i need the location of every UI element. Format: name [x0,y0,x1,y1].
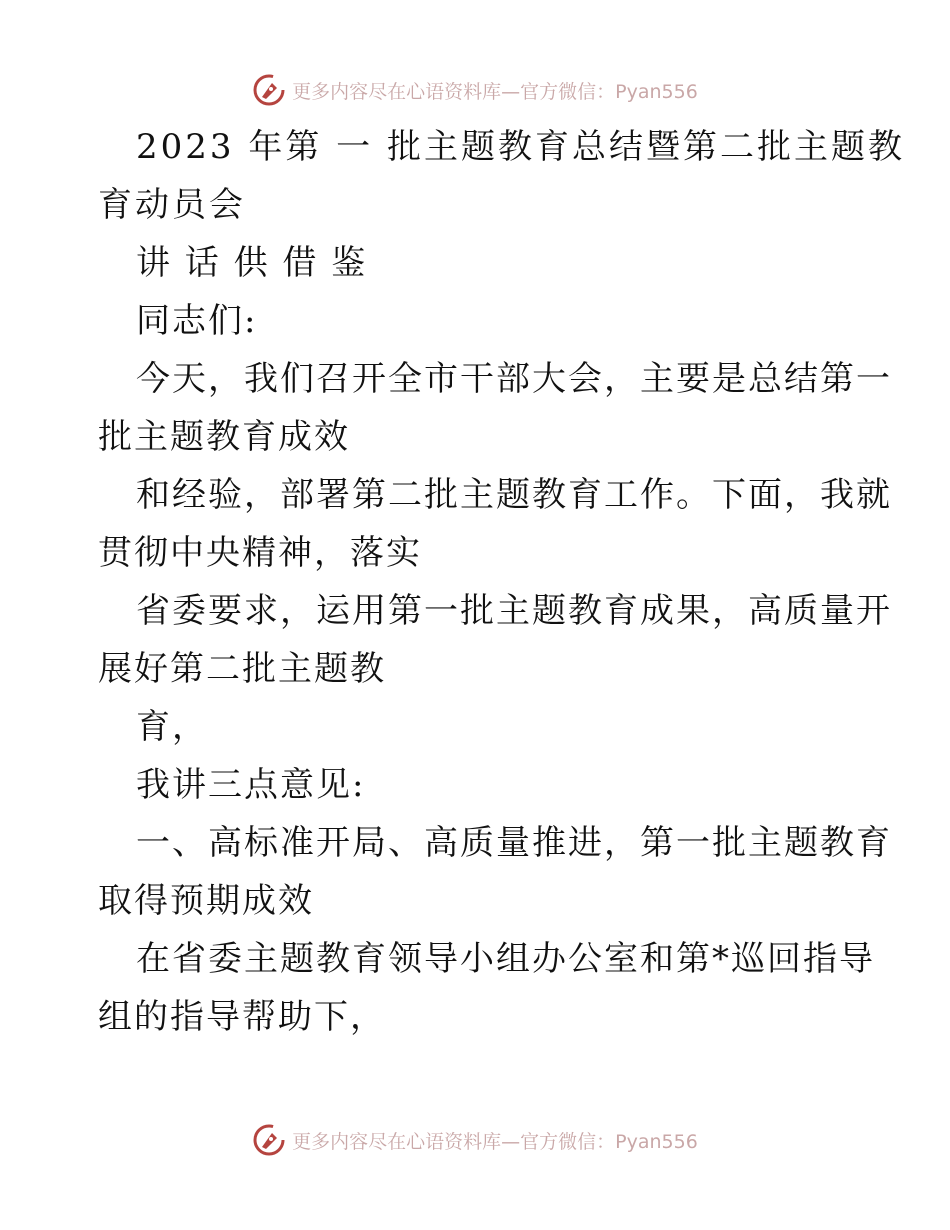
doc-line: 一、高标准开局、高质量推进，第一批主题教育 [136,823,892,863]
doc-line: 讲 话 供 借 鉴 [136,243,368,283]
doc-line: 和经验，部署第二批主题教育工作。下面，我就 [136,475,892,515]
banner-account: Pyan556 [615,1130,698,1153]
document-body [98,118,905,1046]
doc-line: 同志们: [136,301,258,341]
pen-nib-circle-icon [252,73,286,107]
doc-line: 我讲三点意见: [136,765,366,805]
doc-line: 育动员会 [98,185,246,225]
banner-account: Pyan556 [615,80,698,103]
doc-line: 育， [136,707,208,747]
doc-line: 组的指导帮助下， [98,997,386,1037]
header-watermark-banner [0,70,950,110]
doc-line: 2023 年第 一 批主题教育总结暨第二批主题教 [136,127,905,167]
doc-line: 今天，我们召开全市干部大会，主要是总结第一 [136,359,892,399]
footer-watermark-banner [0,1120,950,1160]
doc-line: 展好第二批主题教 [98,649,386,689]
doc-line: 省委要求，运用第一批主题教育成果，高质量开 [136,591,892,631]
banner-text: 更多内容尽在心语资料库—官方微信： [292,80,616,103]
doc-line: 贯彻中央精神，落实 [98,533,422,573]
doc-line: 批主题教育成效 [98,417,350,457]
doc-line: 在省委主题教育领导小组办公室和第*巡回指导 [136,939,875,979]
banner-text: 更多内容尽在心语资料库—官方微信： [292,1130,616,1153]
pen-nib-circle-icon [252,1123,286,1157]
doc-line: 取得预期成效 [98,881,314,921]
